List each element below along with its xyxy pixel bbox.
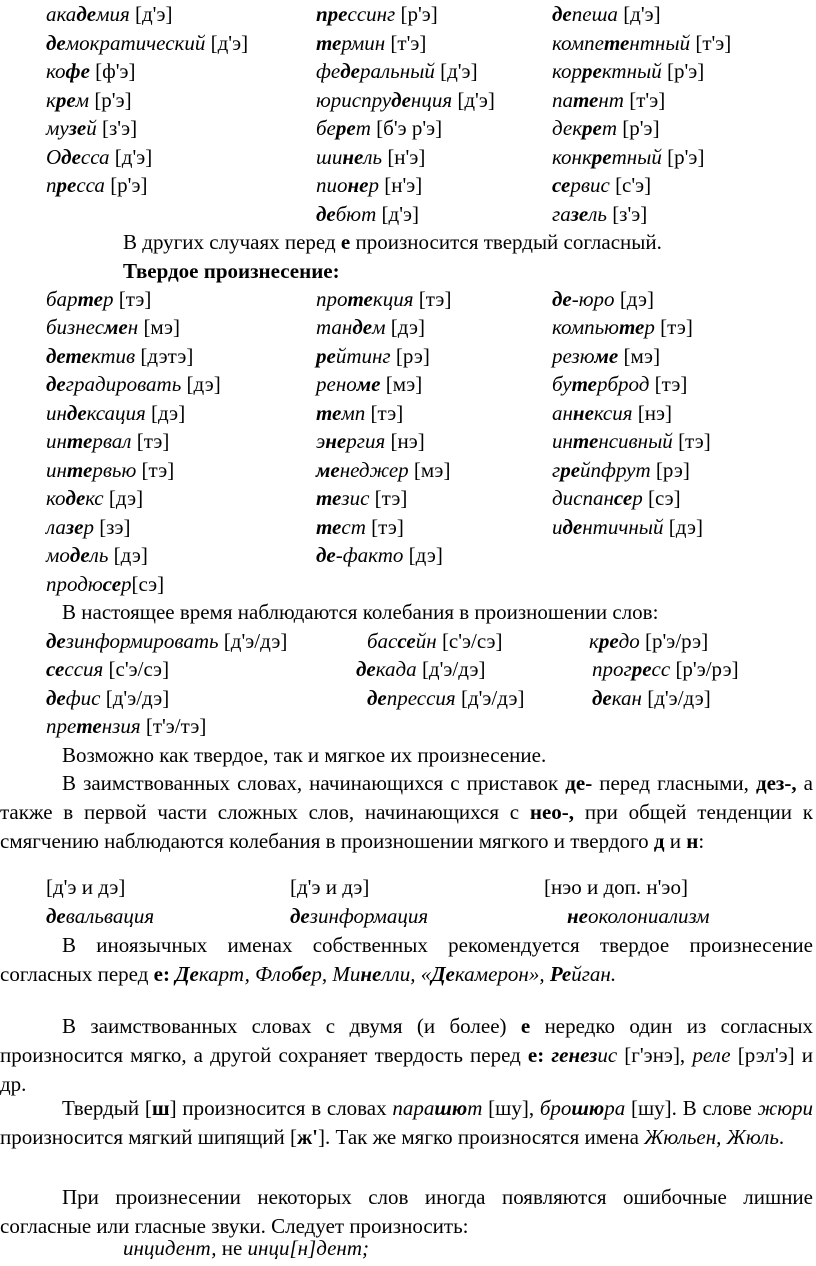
table-row (0, 57, 816, 85)
word-entry: Одесса [д'э] (46, 145, 153, 169)
table-row (0, 684, 816, 712)
table-row (0, 427, 816, 455)
word-entry: идентичный [дэ] (552, 515, 703, 539)
word-entry: менеджер [мэ] (316, 458, 451, 482)
word-entry: аннексия [нэ] (552, 401, 673, 425)
table-row (0, 285, 816, 313)
word-entry: федеральный [д'э] (316, 59, 478, 83)
transcription: [д'э и дэ] (46, 875, 126, 899)
word-entry: интервью [тэ] (46, 458, 175, 482)
word-entry: дезинформировать [д'э/дэ] (46, 629, 288, 653)
word-entry: дебют [д'э] (316, 202, 420, 226)
table-row (0, 712, 816, 740)
word-entry: сессия [с'э/сэ] (46, 657, 170, 681)
prefix-paragraph: В заимствованных словах, начинающихся с приставок де- перед гласными, дез-, а также в первой части сложных слов, начинающихся с нео-, при общей тенденции к смягчению наблюдаются колебания в произношении мягкого и твердого д и н: (0, 771, 813, 853)
word-entry: академия [д'э] (46, 2, 173, 26)
word-entry: депрессия [д'э/дэ] (367, 686, 525, 710)
names-paragraph: В иноязычных именах собственных рекомендуется твердое произнесение согласных перед е: Декарт, Флобер, Минелли, «Декамерон», Рейган. (0, 933, 813, 986)
section-heading: Твердое произнесение: (123, 259, 340, 283)
hard-heading (123, 257, 340, 285)
errors-paragraph: При произнесении некоторых слов иногда появляются ошибочные лишние согласные или гласные звуки. Следует произносить: (0, 1185, 813, 1238)
word-entry: индексация [дэ] (46, 401, 186, 425)
word-entry: патент [т'э] (552, 88, 666, 112)
table-row (0, 902, 816, 930)
word-entry: бизнесмен [мэ] (46, 315, 180, 339)
word-entry: декан [д'э/дэ] (592, 686, 711, 710)
table-row (0, 541, 816, 569)
table-row (0, 143, 816, 171)
word-entry: прессинг [р'э] (316, 2, 438, 26)
fluctuation-intro: В настоящее время наблюдаются колебания в произношении слов: (62, 600, 659, 624)
word-entry: конкретный [р'э] (552, 145, 705, 169)
word-entry: тандем [дэ] (316, 315, 425, 339)
word-entry: компьютер [тэ] (552, 315, 693, 339)
word-entry: диспансер [сэ] (552, 486, 681, 510)
table-row (0, 342, 816, 370)
table-row (0, 513, 816, 541)
table-row (0, 655, 816, 683)
word-entry: пионер [н'э] (316, 173, 423, 197)
word-entry: кодекс [дэ] (46, 486, 144, 510)
word-entry: детектив [дэтэ] (46, 344, 194, 368)
transcription: [нэо и доп. н'эо] (544, 875, 688, 899)
word-entry: темп [тэ] (316, 401, 404, 425)
example-word: дезинформация (290, 904, 429, 928)
word-entry: кофе [ф'э] (46, 59, 136, 83)
word-entry: лазер [зэ] (46, 515, 131, 539)
table-row (0, 114, 816, 142)
word-entry: деградировать [дэ] (46, 372, 221, 396)
word-entry: юриспруденция [д'э] (316, 88, 495, 112)
word-entry: реноме [мэ] (316, 372, 423, 396)
word-entry: дефис [д'э/дэ] (46, 686, 170, 710)
word-entry: сервис [с'э] (552, 173, 652, 197)
example-line: инцидент, не инци[н]дент; (123, 1236, 370, 1260)
word-entry: бартер [тэ] (46, 287, 152, 311)
table-row (0, 313, 816, 341)
word-entry: музей [з'э] (46, 116, 138, 140)
word-entry: де-юро [дэ] (552, 287, 655, 311)
word-entry: де-факто [дэ] (316, 543, 443, 567)
both-possible-sentence: Возможно как твердое, так и мягкое их произнесение. (62, 743, 547, 767)
word-entry: рейтинг [рэ] (316, 344, 430, 368)
table-row (0, 456, 816, 484)
word-entry: резюме [мэ] (552, 344, 661, 368)
word-entry: депеша [д'э] (552, 2, 661, 26)
table-row (0, 370, 816, 398)
table-row (0, 399, 816, 427)
table-row (0, 171, 816, 199)
word-entry: крем [р'э] (46, 88, 132, 112)
word-entry: корректный [р'э] (552, 59, 705, 83)
word-entry: бассейн [с'э/сэ] (367, 629, 503, 653)
transcription: [д'э и дэ] (290, 875, 370, 899)
word-entry: интервал [тэ] (46, 429, 170, 453)
word-entry: продюсер[сэ] (46, 572, 165, 596)
table-row (0, 29, 816, 57)
table-row (0, 627, 816, 655)
table-row (0, 873, 816, 901)
two-e-paragraph: В заимствованных словах с двумя (и более) е нередко один из согласных произносится мягко, а другой сохраняет твердость перед е: генезис [г'энэ], реле [рэл'э] и др. (0, 1014, 814, 1096)
word-entry: компетентный [т'э] (552, 31, 732, 55)
word-entry: энергия [нэ] (316, 429, 425, 453)
table-row (0, 0, 816, 28)
word-entry: модель [дэ] (46, 543, 148, 567)
word-entry: тезис [тэ] (316, 486, 408, 510)
example-word: девальвация (46, 904, 155, 928)
word-entry: претензия [т'э/тэ] (46, 714, 207, 738)
word-entry: берет [б'э р'э] (316, 116, 443, 140)
word-entry: прогресс [р'э/рэ] (592, 657, 739, 681)
word-entry: декада [д'э/дэ] (356, 657, 486, 681)
word-entry: шинель [н'э] (316, 145, 426, 169)
table-row (0, 484, 816, 512)
word-entry: демократический [д'э] (46, 31, 249, 55)
table-row (0, 570, 816, 598)
table-row (0, 200, 816, 228)
word-entry: бутерброд [тэ] (552, 372, 688, 396)
word-entry: грейпфрут [рэ] (552, 458, 690, 482)
word-entry: кредо [р'э/рэ] (589, 629, 709, 653)
word-entry: термин [т'э] (316, 31, 427, 55)
word-entry: газель [з'э] (552, 202, 648, 226)
word-entry: протекция [тэ] (316, 287, 452, 311)
word-entry: декрет [р'э] (552, 116, 660, 140)
word-entry: интенсивный [тэ] (552, 429, 711, 453)
table-row (0, 86, 816, 114)
word-entry: тест [тэ] (316, 515, 404, 539)
other-cases-sentence: В других случаях перед е произносится твердый согласный. (123, 230, 662, 254)
sh-paragraph: Твердый [ш] произносится в словах парашют [шу], брошюра [шу]. В слове жюри произносится мягкий шипящий [ж']. Так же мягко произносятся имена Жюльен, Жюль. (0, 1096, 813, 1149)
example-word: неоколониализм (567, 904, 710, 928)
word-entry: пресса [р'э] (46, 173, 148, 197)
